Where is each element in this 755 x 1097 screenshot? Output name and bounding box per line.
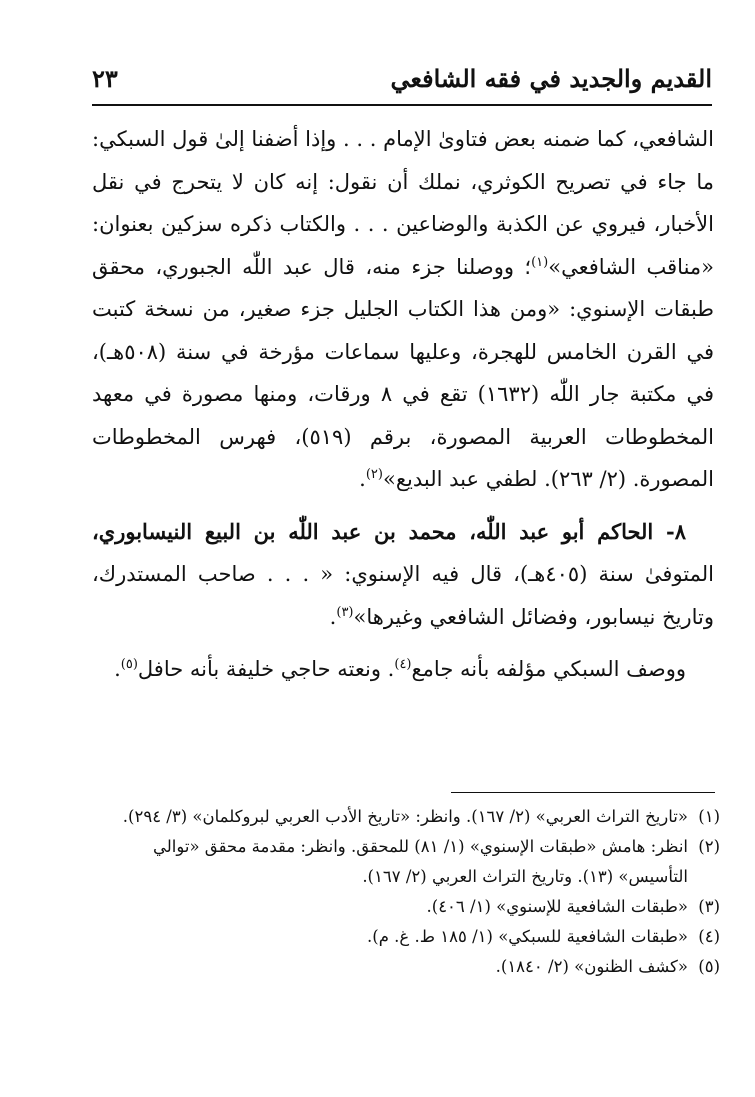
footnotes: [80, 802, 720, 982]
footnote-2: [80, 832, 720, 892]
footnote-text: «طبقات الشافعية للسبكي» (١/ ١٨٥ ط. غ. م).: [367, 927, 688, 946]
footnote-1: [80, 802, 720, 832]
paragraph-2-text-b: .: [329, 604, 337, 629]
paragraph-3-text-a: ووصف السبكي مؤلفه بأنه جامع: [411, 657, 686, 681]
footnote-3: [80, 892, 720, 922]
main-text: [92, 118, 714, 691]
footnote-number: (٢): [698, 837, 720, 856]
footnote-5: [80, 952, 720, 982]
page-number: ٢٣: [92, 64, 118, 93]
paragraph-1-text-a: الشافعي، كما ضمنه بعض فتاوىٰ الإمام . . . وإذا أضفنا إلىٰ قول السبكي: ما جاء في تصريح الكوثري، نملك أن نقول: إنه كان لا يتحرج في نقل الأخبار، فيروي عن الكذبة والوضاعين . . . والكتاب ذكره سزكين بعنوان: «مناقب الشافعي»: [92, 127, 714, 279]
footnote-ref-5: (٥): [120, 657, 138, 672]
footnote-4: [80, 922, 720, 952]
footnote-text: «كشف الظنون» (٢/ ١٨٤٠).: [495, 957, 688, 976]
running-title: القديم والجديد في فقه الشافعي: [390, 64, 712, 93]
footnote-text: انظر: هامش «طبقات الإسنوي» (١/ ٨١) للمحقق. وانظر: مقدمة محقق «توالي التأسيس» (١٣). وتاريخ التراث العربي (٢/ ١٦٧).: [152, 837, 688, 886]
paragraph-2-text-a: المتوفىٰ سنة (٤٠٥هـ)، قال فيه الإسنوي: « . . . صاحب المستدرك، وتاريخ نيسابور، وفضائل الشافعي وغيرها»: [92, 562, 715, 629]
footnote-number: (٥): [698, 957, 720, 976]
paragraph-3-text-c: .: [114, 657, 121, 681]
footnote-ref-3: (٣): [336, 604, 354, 620]
paragraph-3: [92, 648, 714, 691]
paragraph-1: [92, 118, 714, 501]
entry-heading: ٨- الحاكم أبو عبد اللّٰه، محمد بن عبد اللّٰه بن البيع النيسابوري،: [92, 518, 686, 544]
running-header: [92, 60, 712, 106]
paragraph-1-text-c: .: [359, 467, 366, 491]
paragraph-1-text-b: ؛ ووصلنا جزء منه، قال عبد اللّٰه الجبوري، محقق طبقات الإسنوي: «ومن هذا الكتاب الجليل جزء صغير، من نسخة كتبت في القرن الخامس للهجرة، وعليها سماعات مؤرخة في سنة (٥٠٨هـ)، في مكتبة جار اللّٰه (١٦٣٢) تقع في ٨ ورقات، ومنها مصورة في معهد المخطوطات العربية المصورة، برقم (٥١٩)، فهرس المخطوطات المصورة. (٢/ ٢٦٣). لطفي عبد البديع»: [92, 254, 715, 491]
footnote-number: (٣): [698, 897, 720, 916]
footnote-separator: [451, 792, 715, 793]
footnote-ref-2: (٢): [365, 467, 383, 482]
footnote-number: (٤): [698, 927, 720, 946]
footnote-ref-4: (٤): [394, 657, 412, 672]
footnote-number: (١): [698, 807, 720, 826]
footnote-text: «طبقات الشافعية للإسنوي» (١/ ٤٠٦).: [426, 897, 688, 916]
paragraph-2: [92, 511, 714, 639]
footnote-ref-1: (١): [531, 254, 549, 270]
footnote-text: «تاريخ التراث العربي» (٢/ ١٦٧). وانظر: «تاريخ الأدب العربي لبروكلمان» (٣/ ٢٩٤).: [122, 807, 688, 826]
paragraph-3-text-b: . ونعته حاجي خليفة بأنه حافل: [137, 657, 395, 681]
